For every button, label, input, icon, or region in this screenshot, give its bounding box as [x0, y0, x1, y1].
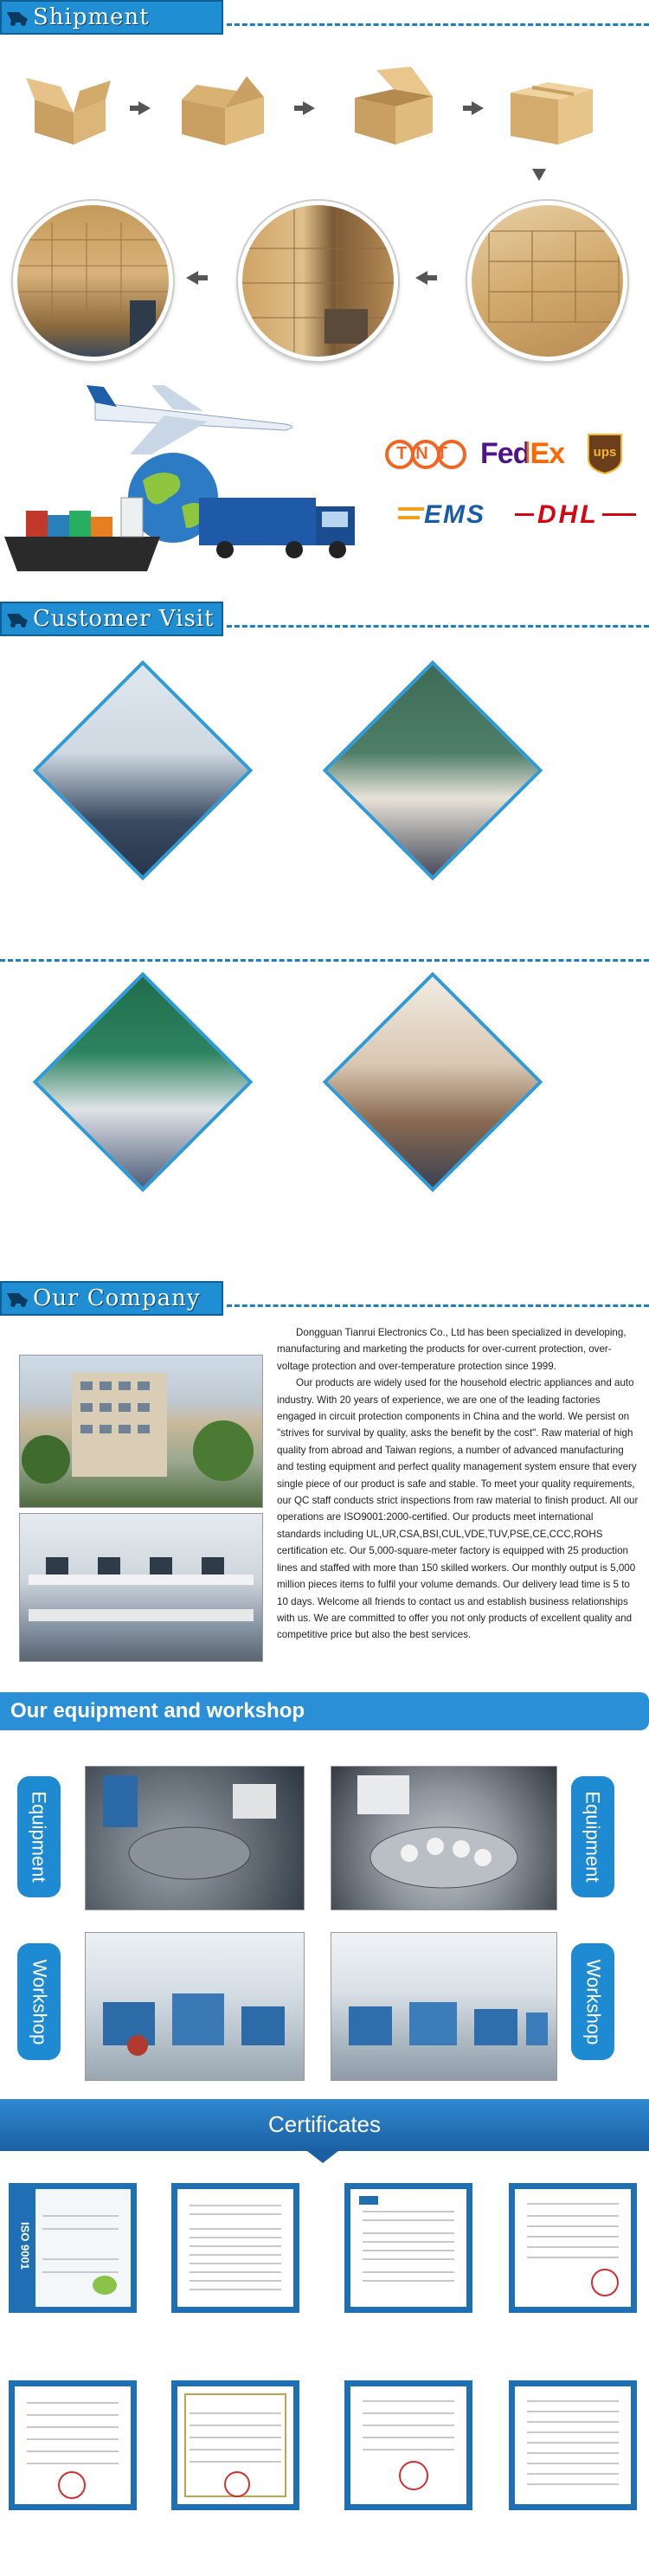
certificates-banner [0, 2099, 649, 2151]
section-tab-our-company [0, 1281, 223, 1316]
factory-building-photo [19, 1355, 263, 1508]
office-interior-photo [19, 1513, 263, 1662]
divider [227, 1304, 649, 1307]
equipment-photo [331, 1766, 557, 1910]
ccc-certificate [509, 2183, 637, 2313]
banner-title: Certificates [267, 2111, 382, 2137]
vde-certificate [344, 2183, 472, 2313]
ups-logo: ups [587, 433, 623, 474]
section-title: Our Company [33, 1285, 201, 1311]
red-stamp-icon [224, 2471, 250, 2497]
tnt-logo: TNT [385, 440, 467, 469]
workshop-label: Workshop [17, 1943, 61, 2060]
dhl-logo: DHL [515, 500, 636, 535]
seal-icon [93, 2276, 117, 2295]
section-title: Customer Visit [33, 606, 215, 632]
ems-logo: EMS [398, 500, 493, 535]
loading-container-photo [13, 201, 173, 361]
customer-visit-photo [33, 660, 254, 881]
banner-title: Our equipment and workshop [10, 1699, 305, 1723]
workshop-photo [85, 1932, 305, 2081]
carton-half-open-image [177, 69, 268, 147]
flow-arrow-left-icon [415, 271, 427, 285]
warehouse-stack-photo [238, 201, 398, 361]
red-stamp-icon [399, 2461, 428, 2490]
equipment-label: Equipment [17, 1776, 61, 1897]
truck-icon [5, 1288, 29, 1309]
equipment-banner [0, 1692, 649, 1730]
section-tab-customer-visit [0, 602, 223, 636]
flow-arrow-icon [303, 101, 315, 115]
truck-icon [5, 609, 29, 629]
divider [227, 625, 649, 628]
sgs-certificate [509, 2380, 637, 2510]
section-title: Shipment [33, 4, 150, 30]
packed-cartons-photo [467, 201, 627, 361]
customer-visit-photo [323, 972, 543, 1193]
license-certificate [171, 2380, 299, 2510]
flow-arrow-left-icon [186, 271, 198, 285]
test-report-certificate [171, 2183, 299, 2313]
divider [227, 23, 649, 26]
carton-open-image [26, 65, 112, 147]
red-stamp-icon [591, 2269, 619, 2296]
workshop-photo [331, 1932, 557, 2081]
section-tab-shipment [0, 0, 223, 35]
registration-certificate [9, 2380, 137, 2510]
customer-visit-photo [323, 660, 543, 881]
iso9001-certificate: ISO 9001 [9, 2183, 137, 2313]
red-stamp-icon [58, 2471, 86, 2499]
flow-arrow-icon [138, 101, 151, 115]
company-description: Dongguan Tianrui Electronics Co., Ltd has been specialized in developing, manufacturing and marketing the products for over-current protection, over-voltage protection and over-temperature protection since 1999. Our products are widely used for the household electric appliances and auto industry. With 20 years of experience, we are one of the leading factories engaged in circuit protection components in China and the world. We persist on "strives for survival by quality, asks the benefit by the cost". Raw material of high quality from abroad and Taiwan regions, a number of advanced manufacturing and testing equipment and perfect quality management system ensure that every single piece of our product is safe and stable. To meet your quality requirements, our QC staff conducts strict inspections from raw material to finish product. All our operations are ISO9001:2000-certified. Our products meet international standards including UL,UR,CSA,BSI,CUL,VDE,TUV,PSE,CE,CCC,ROHS certification etc. Our 5,000-square-meter factory is equipped with 25 production lines and staffed with more than 150 skilled workers. Our monthly output is 5,000 million pieces items to fulfil your volume demands. Our delivery lead time is 5 to 10 days. Welcome all friends to contact us and establish business relationships with us. We are committed to offer you not only products of excellent quality and competitive price but also the best services. [277, 1327, 639, 1641]
customer-visit-photo [33, 972, 254, 1193]
truck-icon [5, 7, 29, 28]
workshop-label: Workshop [571, 1943, 614, 2060]
carton-sealed-image [506, 74, 597, 147]
carton-flap-image [350, 65, 437, 147]
flow-arrow-icon [472, 101, 484, 115]
product-certificate [344, 2380, 472, 2510]
global-logistics-illustration [0, 368, 363, 584]
flow-arrow-down-icon [532, 169, 546, 181]
fedex-logo: FedEx [480, 437, 565, 470]
divider [0, 959, 649, 962]
equipment-label: Equipment [571, 1776, 614, 1897]
equipment-photo [85, 1766, 305, 1910]
